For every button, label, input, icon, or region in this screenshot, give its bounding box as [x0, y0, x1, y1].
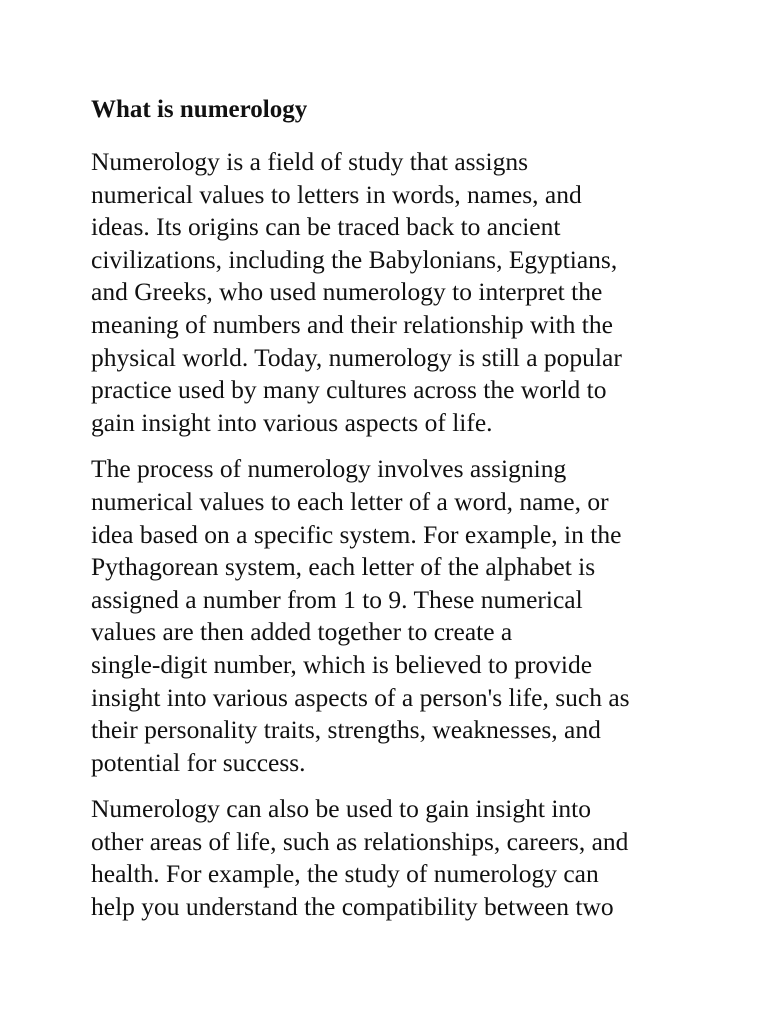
- text-line: Numerology can also be used to gain insight into: [91, 794, 592, 824]
- text-line: ideas. Its origins can be traced back to ancient: [91, 212, 561, 242]
- text-line: help you understand the compatibility between two: [91, 892, 614, 922]
- text-line: civilizations, including the Babylonians, Egyptians,: [91, 244, 618, 274]
- text-line: physical world. Today, numerology is still a popular: [91, 342, 622, 372]
- text-line: The process of numerology involves assigning: [91, 454, 567, 484]
- text-line: other areas of life, such as relationships, careers, and: [91, 826, 629, 856]
- text-line: single-digit number, which is believed to provide: [91, 649, 593, 679]
- paragraph-3: [91, 793, 690, 923]
- text-line: their personality traits, strengths, weaknesses, and: [91, 715, 601, 745]
- text-line: insight into various aspects of a person's life, such as: [91, 682, 630, 712]
- text-line: and Greeks, who used numerology to interpret the: [91, 277, 603, 307]
- text-line: Numerology is a field of study that assigns: [91, 147, 528, 176]
- paragraph-2: [91, 453, 690, 779]
- document-title: What is numerology: [91, 96, 308, 123]
- text-line: idea based on a specific system. For example, in the: [91, 519, 622, 549]
- text-line: meaning of numbers and their relationship with the: [91, 309, 613, 339]
- text-line: values are then added together to create a: [91, 617, 513, 647]
- text-line: gain insight into various aspects of life.: [91, 407, 493, 437]
- text-line: potential for success.: [91, 747, 306, 777]
- text-line: health. For example, the study of numerology can: [91, 859, 599, 889]
- text-line: numerical values to letters in words, names, and: [91, 179, 582, 209]
- text-line: numerical values to each letter of a word, name, or: [91, 486, 609, 516]
- text-line: practice used by many cultures across the world to: [91, 375, 607, 405]
- text-line: Pythagorean system, each letter of the alphabet is: [91, 552, 596, 582]
- text-line: assigned a number from 1 to 9. These numerical: [91, 584, 583, 614]
- paragraph-1: [91, 146, 690, 439]
